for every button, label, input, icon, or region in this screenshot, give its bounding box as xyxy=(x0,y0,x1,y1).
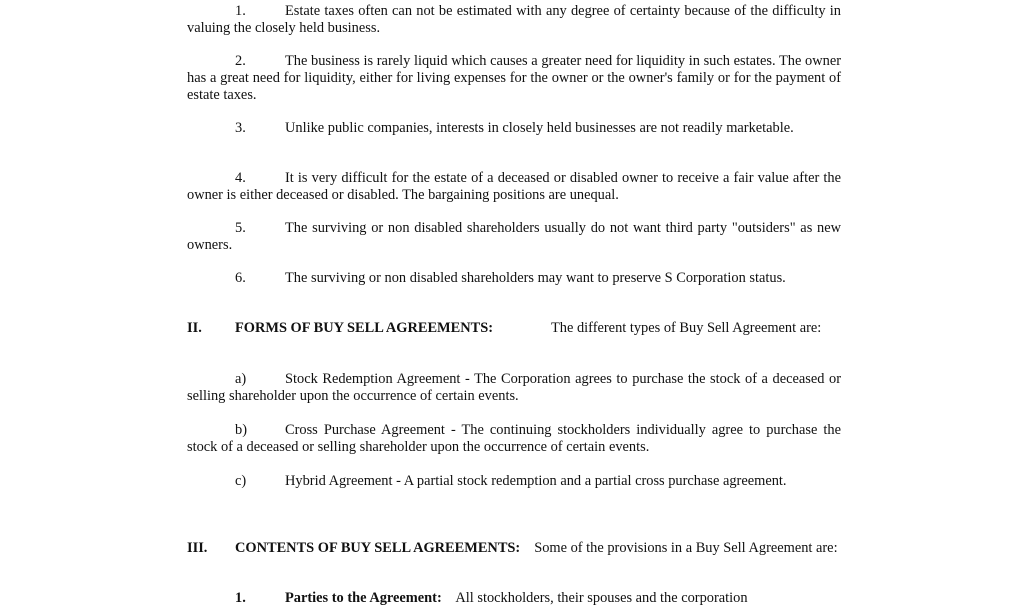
item-number: 1. xyxy=(235,3,246,19)
item-text: The business is rarely liquid which causes a greater need for liquidity in such estates. The owner has a great need for liquidity, either for living expenses for the owner or the owner's family or for the payment of estate taxes. xyxy=(187,53,841,103)
item-heading: Parties to the Agreement: xyxy=(285,590,442,606)
section-numeral: II. xyxy=(187,320,202,336)
list-item xyxy=(187,590,841,607)
item-text: All stockholders, their spouses and the corporation xyxy=(455,590,748,606)
list-item xyxy=(187,3,841,37)
item-text: Stock Redemption Agreement - The Corporation agrees to purchase the stock of a deceased or selling shareholder upon the occurrence of certain events. xyxy=(187,371,841,404)
list-item xyxy=(187,220,841,254)
section-title: CONTENTS OF BUY SELL AGREEMENTS: xyxy=(235,540,521,556)
section-intro: Some of the provisions in a Buy Sell Agreement are: xyxy=(534,540,838,556)
item-number: c) xyxy=(235,473,247,489)
item-number: b) xyxy=(235,422,247,438)
list-item xyxy=(187,371,841,405)
item-number: 4. xyxy=(235,170,246,186)
section-title: FORMS OF BUY SELL AGREEMENTS: xyxy=(235,320,494,336)
section-numeral: III. xyxy=(187,540,208,556)
item-text: Estate taxes often can not be estimated with any degree of certainty because of the difficulty in valuing the closely held business. xyxy=(187,3,841,36)
section-intro: The different types of Buy Sell Agreement are: xyxy=(551,320,822,336)
section-heading-ii xyxy=(187,320,841,337)
item-text: The surviving or non disabled shareholders usually do not want third party "outsiders" as new owners. xyxy=(187,220,841,253)
item-text: Unlike public companies, interests in closely held businesses are not readily marketable. xyxy=(285,120,794,136)
list-item xyxy=(187,270,841,287)
section-heading-iii xyxy=(187,540,841,557)
item-number: a) xyxy=(235,371,247,387)
item-text: Hybrid Agreement - A partial stock redemption and a partial cross purchase agreement. xyxy=(285,473,787,489)
list-item xyxy=(187,170,841,204)
list-item xyxy=(187,53,841,104)
item-text: Cross Purchase Agreement - The continuing stockholders individually agree to purchase the stock of a deceased or selling shareholder upon the occurrence of certain events. xyxy=(187,422,841,455)
list-item xyxy=(187,473,841,490)
item-number: 1. xyxy=(235,590,246,606)
item-text: The surviving or non disabled shareholders may want to preserve S Corporation status. xyxy=(285,270,786,286)
list-item xyxy=(187,120,841,137)
item-number: 5. xyxy=(235,220,246,236)
list-item xyxy=(187,422,841,456)
item-number: 6. xyxy=(235,270,246,286)
item-number: 2. xyxy=(235,53,246,69)
item-number: 3. xyxy=(235,120,246,136)
item-text: It is very difficult for the estate of a deceased or disabled owner to receive a fair value after the owner is either deceased or disabled. The bargaining positions are unequal. xyxy=(187,170,841,203)
